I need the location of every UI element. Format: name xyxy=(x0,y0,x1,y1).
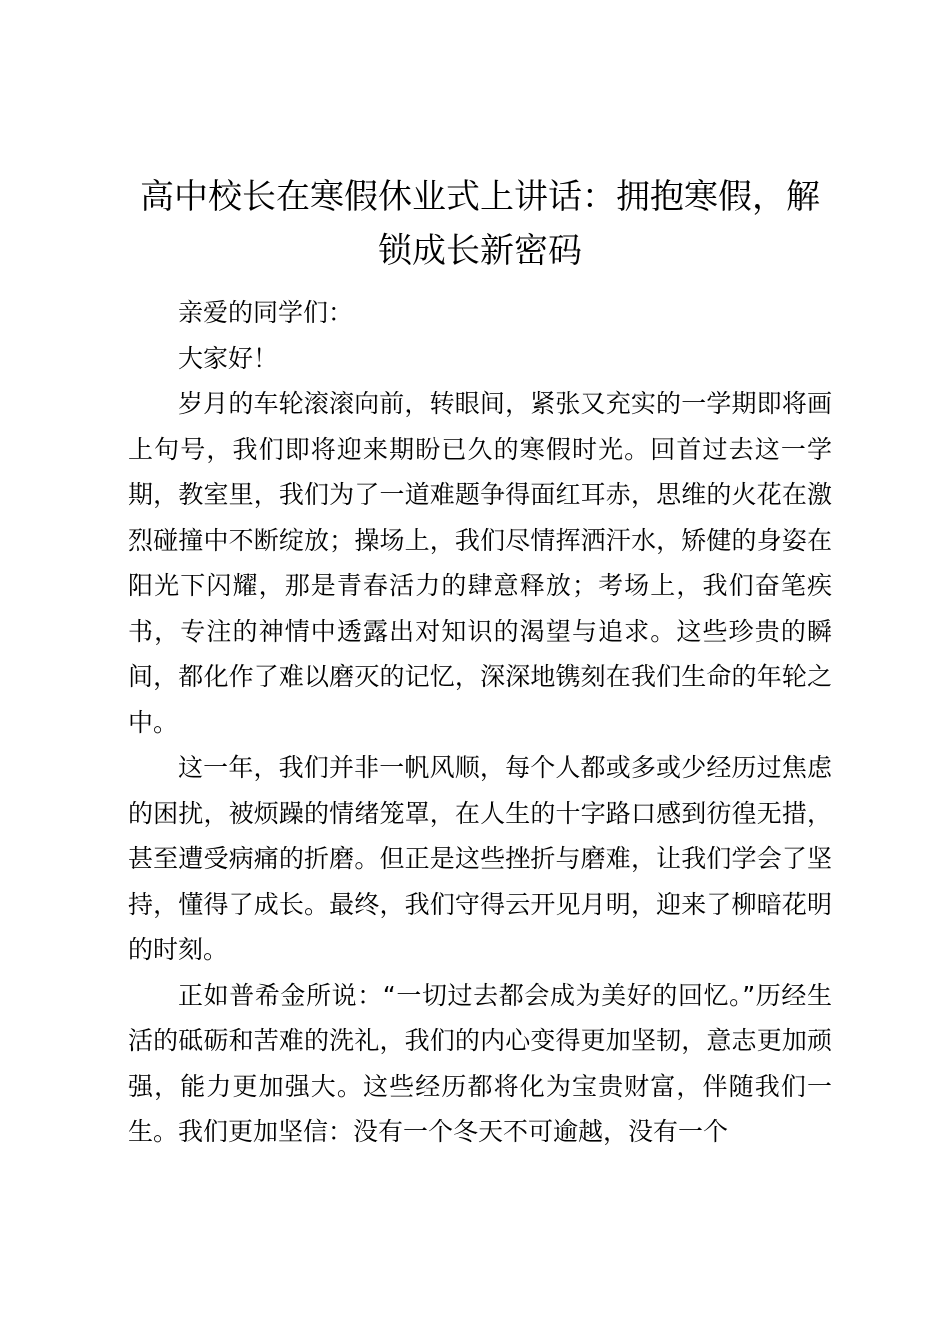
document-title: 高中校长在寒假休业式上讲话：拥抱寒假，解锁成长新密码 xyxy=(140,177,820,271)
greeting: 大家好！ xyxy=(178,343,279,373)
document-page xyxy=(128,170,832,1155)
paragraph-3: 正如普希金所说：“一切过去都会成为美好的回忆。”历经生活的砥砺和苦难的洗礼，我们的内心变得更加坚韧，意志更加顽强，能力更加强大。这些经历都将化为宝贵财富，伴随我们一生。我们更加坚信：没有一个冬天不可逾越，没有一个 xyxy=(128,980,832,1146)
salutation: 亲爱的同学们： xyxy=(178,298,354,327)
paragraph-2: 这一年，我们并非一帆风顺，每个人都或多或少经历过焦虑的困扰，被烦躁的情绪笼罩，在人生的十字路口感到彷徨无措，甚至遭受病痛的折磨。但正是这些挫折与磨难，让我们学会了坚持，懂得了成长。最终，我们守得云开见月明，迎来了柳暗花明的时刻。 xyxy=(128,753,832,964)
paragraph-1: 岁月的车轮滚滚向前，转眼间，紧张又充实的一学期即将画上句号，我们即将迎来期盼已久的寒假时光。回首过去这一学期，教室里，我们为了一道难题争得面红耳赤，思维的火花在激烈碰撞中不断绽放；操场上，我们尽情挥洒汗水，矫健的身姿在阳光下闪耀，那是青春活力的肆意释放；考场上，我们奋笔疾书，专注的神情中透露出对知识的渴望与追求。这些珍贵的瞬间，都化作了难以磨灭的记忆，深深地镌刻在我们生命的年轮之中。 xyxy=(128,389,832,737)
